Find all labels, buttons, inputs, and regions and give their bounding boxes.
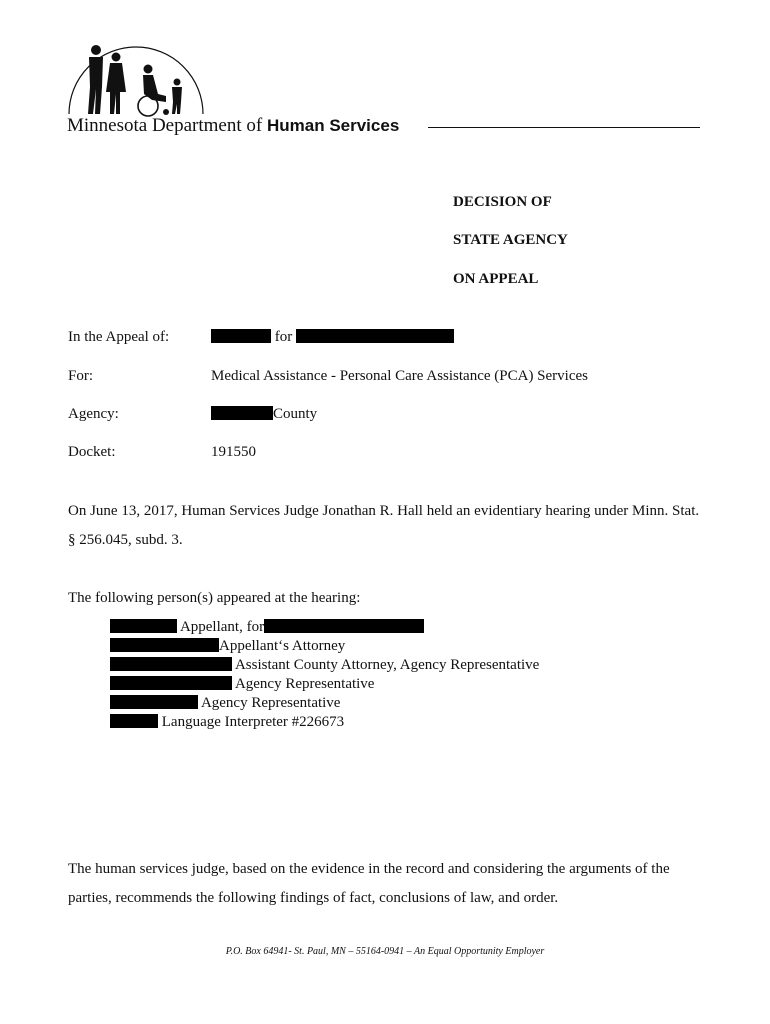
dhs-logo-icon (66, 42, 206, 118)
redaction-bar (110, 695, 198, 709)
title-line-2: STATE AGENCY (453, 232, 568, 248)
redaction-bar (110, 714, 158, 728)
person-role: Agency Representative (234, 676, 375, 692)
footer-address: P.O. Box 64941- St. Paul, MN – 55164-0941 – An Equal Opportunity Employer (225, 946, 545, 957)
recommendation-paragraph: The human services judge, based on the evidence in the record and considering the arguments of the parties, recommends the following findings of fact, conclusions of law, and order. (68, 861, 670, 906)
person-role: Agency Representative (200, 695, 341, 711)
department-name (67, 115, 399, 137)
person-role: Appellant, for (179, 619, 265, 635)
redaction-bar (110, 657, 232, 671)
person-row (110, 694, 340, 713)
person-row (110, 637, 345, 656)
department-bold: Human Services (266, 116, 400, 135)
title-line-3: ON APPEAL (453, 271, 539, 287)
person-row (110, 713, 344, 732)
agency-value (211, 406, 317, 423)
redaction-bar (110, 676, 232, 690)
appeal-label: In the Appeal of: (68, 329, 170, 345)
redaction-bar (211, 329, 271, 343)
person-role: Assistant County Attorney, Agency Representative (234, 657, 540, 673)
person-role: Appellant‘s Attorney (219, 638, 346, 654)
person-row (110, 656, 539, 675)
title-line-1: DECISION OF (453, 194, 552, 210)
department-prefix: Minnesota Department of (67, 115, 263, 136)
appeal-for-text: for (274, 329, 293, 345)
docket-label: Docket: (68, 444, 116, 460)
for-label: For: (68, 368, 94, 384)
redaction-bar (110, 619, 177, 633)
for-value: Medical Assistance - Personal Care Assistance (PCA) Services (211, 368, 588, 384)
person-row (110, 675, 374, 694)
appeal-value (211, 329, 454, 346)
agency-suffix: County (273, 406, 318, 422)
person-row (110, 618, 424, 637)
appeared-intro: The following person(s) appeared at the hearing: (68, 590, 361, 606)
redaction-bar (296, 329, 454, 343)
docket-value: 191550 (211, 444, 256, 460)
header-rule (428, 127, 700, 128)
person-role: Language Interpreter #226673 (161, 714, 345, 730)
agency-label: Agency: (68, 406, 119, 422)
redaction-bar (211, 406, 273, 420)
redaction-bar (110, 638, 219, 652)
redaction-bar (264, 619, 424, 633)
hearing-paragraph: On June 13, 2017, Human Services Judge Jonathan R. Hall held an evidentiary hearing under Minn. Stat. § 256.045, subd. 3. (68, 503, 700, 548)
